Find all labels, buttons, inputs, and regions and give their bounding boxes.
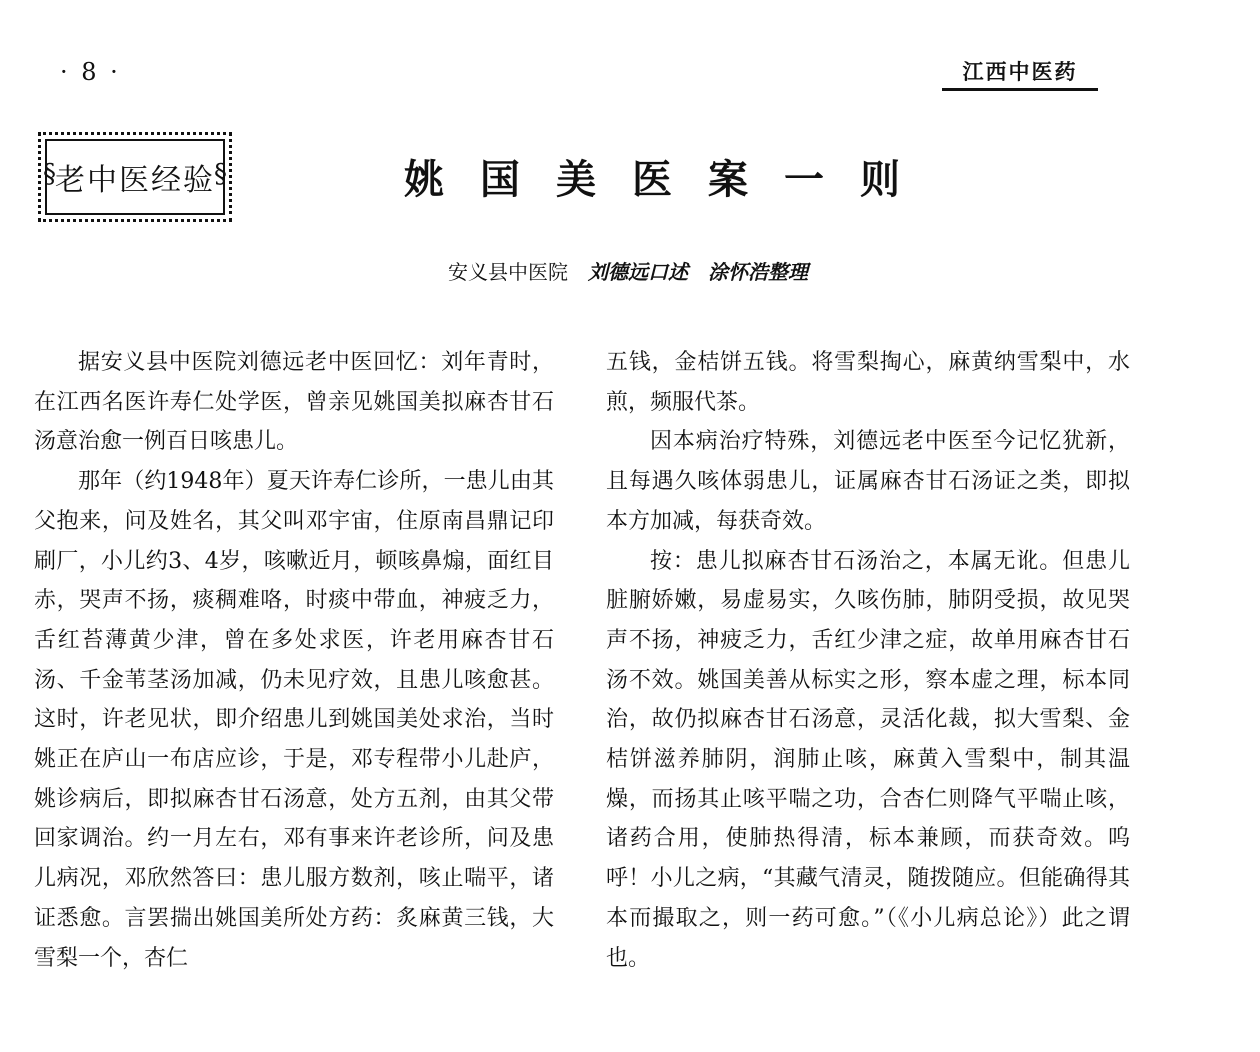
paragraph: 按：患儿拟麻杏甘石汤治之，本属无讹。但患儿脏腑娇嫩，易虚易实，久咳伤肺，肺阴受损，故见哭声不扬，神疲乏力，舌红少津之症，故单用麻杏甘石汤不效。姚国美善从标实之形，察本虚之理，标本同治，故仍拟麻杏甘石汤意，灵活化裁，拟大雪梨、金桔饼滋养肺阴，润肺止咳，麻黄入雪梨中，制其温燥，而扬其止咳平喘之功，合杏仁则降气平喘止咳，诸药合用，使肺热得清，标本兼顾，而获奇效。呜呼！小儿之病，“其藏气清灵，随拨随应。但能确得其本而撮取之，则一药可愈。”（《小儿病总论》）此之谓也。 — [606, 548, 1130, 971]
paragraph: 据安义县中医院刘德远老中医回忆：刘年青时，在江西名医许寿仁处学医，曾亲见姚国美拟麻杏甘石汤意治愈一例百日咳患儿。 — [34, 350, 554, 455]
byline-narrator: 刘德远口述 — [588, 260, 688, 284]
journal-title: 江西中医药 — [942, 56, 1098, 91]
right-column — [606, 343, 1130, 978]
byline — [400, 256, 960, 285]
page-number: · 8 · — [60, 58, 121, 86]
ornament-left-icon: § — [43, 159, 56, 189]
paragraph: 五钱，金桔饼五钱。将雪梨掏心，麻黄纳雪梨中，水煎，频服代茶。 — [606, 350, 1130, 415]
byline-institution: 安义县中医院 — [448, 260, 568, 284]
paragraph: 那年（约1948年）夏天许寿仁诊所，一患儿由其父抱来，问及姓名，其父叫邓宇宙，住原南昌鼎记印刷厂，小儿约3、4岁，咳嗽近月，顿咳鼻煽，面红目赤，哭声不扬，痰稠难咯，时痰中带血，神疲乏力，舌红苔薄黄少津，曾在多处求医，许老用麻杏甘石汤、千金苇茎汤加减，仍未见疗效，且患儿咳愈甚。这时，许老见状，即介绍患儿到姚国美处求治，当时姚正在庐山一布店应诊，于是，邓专程带小儿赴庐，姚诊病后，即拟麻杏甘石汤意，处方五剂，由其父带回家调治。约一月左右，邓有事来许老诊所，问及患儿病况，邓欣然答曰：患儿服方数剂，咳止喘平，诸证悉愈。言罢揣出姚国美所处方药：炙麻黄三钱，大雪梨一个，杏仁 — [34, 469, 554, 971]
ornament-right-icon: § — [214, 159, 227, 189]
column-label-box — [38, 132, 232, 222]
paragraph: 因本病治疗特殊，刘德远老中医至今记忆犹新，且每遇久咳体弱患儿，证属麻杏甘石汤证之类，即拟本方加减，每获奇效。 — [606, 429, 1130, 534]
article-title: 姚国美医案一则 — [404, 157, 936, 203]
column-label: 老中医经验 — [55, 163, 215, 198]
left-column — [34, 343, 554, 978]
byline-editor: 涂怀浩整理 — [708, 260, 808, 284]
